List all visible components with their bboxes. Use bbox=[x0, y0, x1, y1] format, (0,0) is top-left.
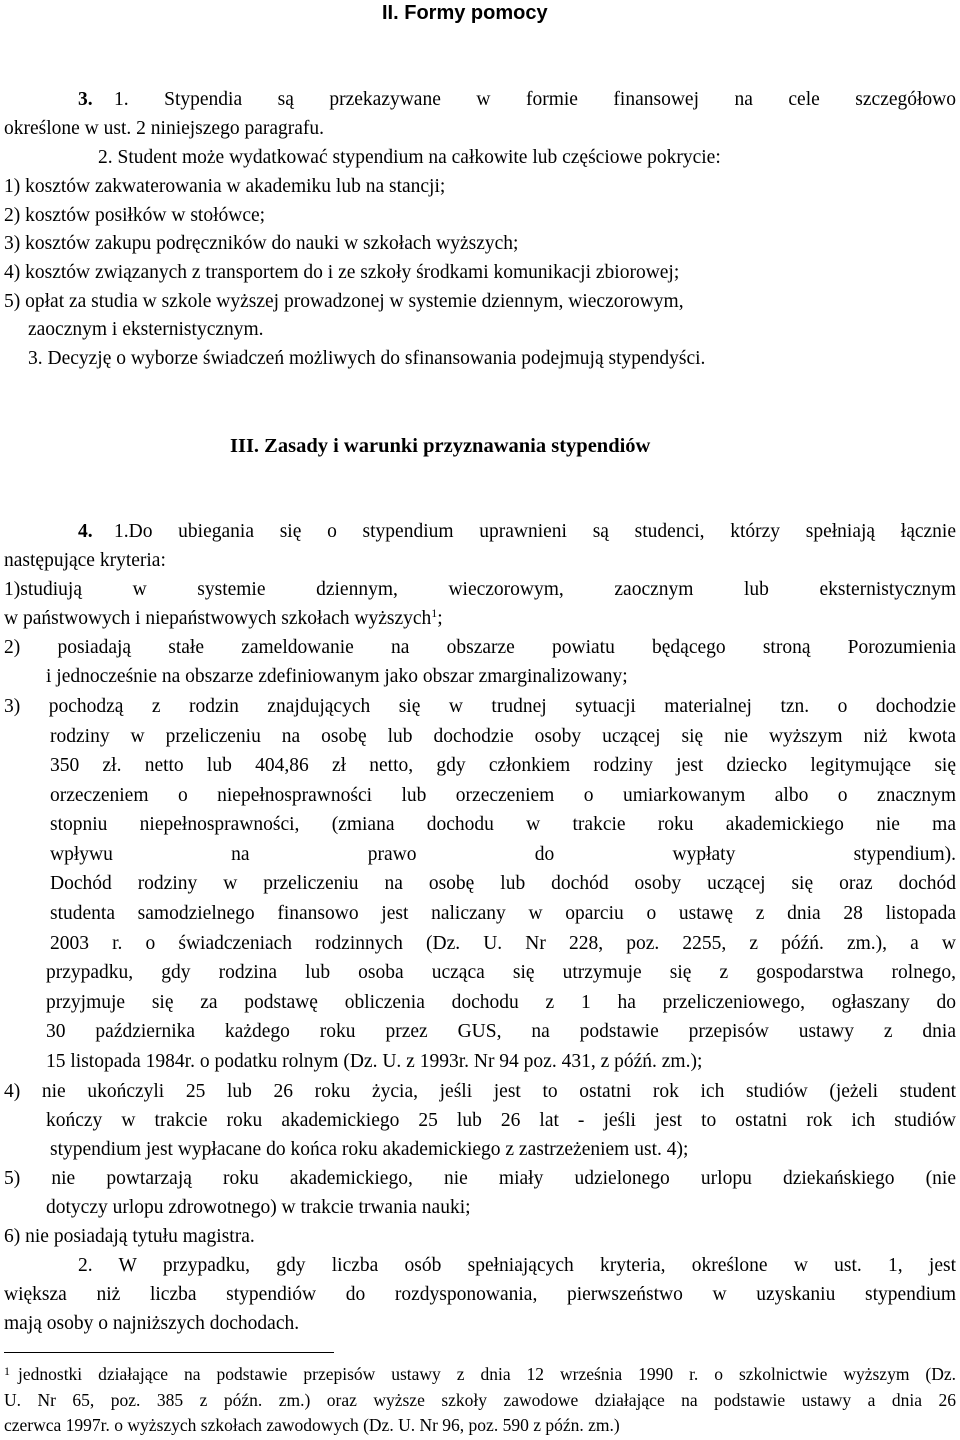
criterion-4-line: 4) nie ukończyli 25 lub 26 roku życia, jeśli jest to ostatni rok ich studiów (jeżeli student bbox=[4, 1081, 956, 1102]
criterion-1-end: ; bbox=[437, 608, 443, 629]
criterion-1-text: w państwowych i niepaństwowych szkołach wyższych bbox=[4, 608, 432, 629]
criterion-3-line: stopniu niepełnosprawności, (zmiana dochodu w trakcie roku akademickiego nie ma bbox=[50, 814, 956, 835]
criterion-5-line: dotyczy urlopu zdrowotnego) w trakcie trwania nauki; bbox=[46, 1197, 471, 1218]
footnote-line-2: U. Nr 65, poz. 385 z późn. zm.) oraz wyższe szkoły zawodowe działające na podstawie ustawy a dnia 26 bbox=[4, 1390, 956, 1410]
criterion-3-line: Dochód rodziny w przeliczeniu na osobę lub dochód osoby uczącej się oraz dochód bbox=[50, 873, 956, 894]
paragraph-3-1-text: 1. Stypendia są przekazywane w formie finansowej na cele szczegółowo bbox=[114, 89, 956, 110]
criterion-3-line: 2003 r. o świadczeniach rodzinnych (Dz. U. Nr 228, poz. 2255, z późń. zm.), a w bbox=[50, 933, 956, 954]
criterion-6: 6) nie posiadają tytułu magistra. bbox=[4, 1226, 255, 1247]
criterion-4-line: stypendium jest wypłacane do końca roku akademickiego z zastrzeżeniem ust. 4); bbox=[50, 1139, 689, 1160]
section-2-title: II. Formy pomocy bbox=[382, 2, 548, 24]
footnote-separator bbox=[4, 1352, 334, 1353]
criterion-3-line: 350 zł. netto lub 404,86 zł netto, gdy członkiem rodziny jest dziecko legitymujące się bbox=[50, 755, 956, 776]
document-page bbox=[4, 0, 956, 1440]
list-item: 2) kosztów posiłków w stołówce; bbox=[4, 205, 266, 226]
criterion-1-line-1: 1)studiują w systemie dziennym, wieczorowym, zaocznym lub eksternistycznym bbox=[4, 579, 956, 600]
paragraph-3-number: 3. bbox=[78, 89, 93, 110]
paragraph-4-number: 4. bbox=[78, 521, 93, 542]
criterion-3-line: 30 października każdego roku przez GUS, na podstawie przepisów ustawy z dnia bbox=[46, 1021, 956, 1042]
criterion-3-line: rodziny w przeliczeniu na osobę lub dochodzie osoby uczącej się nie wyższym niż kwota bbox=[50, 726, 956, 747]
paragraph-4-2-line: większa niż liczba stypendiów do rozdysponowania, pierwszeństwo w uzyskaniu stypendium bbox=[4, 1284, 956, 1305]
paragraph-3-3: 3. Decyzję o wyborze świadczeń możliwych do sfinansowania podejmują stypendyści. bbox=[28, 348, 706, 369]
list-item: 3) kosztów zakupu podręczników do nauki w szkołach wyższych; bbox=[4, 233, 519, 254]
paragraph-3-1-line-2: określone w ust. 2 niniejszego paragrafu. bbox=[4, 118, 325, 139]
list-item: zaocznym i eksternistycznym. bbox=[28, 319, 264, 340]
footnote-reference: 1 bbox=[431, 606, 438, 620]
criterion-2-line-1: 2) posiadają stałe zameldowanie na obszarze powiatu będącego stroną Porozumienia bbox=[4, 637, 956, 658]
paragraph-4-1-text: 1.Do ubiegania się o stypendium uprawnieni są studenci, którzy spełniają łącznie bbox=[114, 521, 956, 542]
section-3-title: III. Zasady i warunki przyznawania stypendiów bbox=[230, 435, 651, 457]
criterion-2-line-2: i jednocześnie na obszarze zdefiniowanym jako obszar zmarginalizowany; bbox=[46, 666, 628, 687]
criterion-3-line: studenta samodzielnego finansowo jest naliczany w oparciu o ustawę z dnia 28 listopada bbox=[50, 903, 956, 924]
paragraph-4-2-line: 2. W przypadku, gdy liczba osób spełniających kryteria, określone w ust. 1, jest bbox=[78, 1255, 956, 1276]
paragraph-3-1-line-1 bbox=[4, 90, 956, 110]
list-item: 1) kosztów zakwaterowania w akademiku lub na stancji; bbox=[4, 176, 446, 197]
list-item: 5) opłat za studia w szkole wyższej prowadzonej w systemie dziennym, wieczorowym, bbox=[4, 291, 684, 312]
criterion-3-line: orzeczeniem o niepełnosprawności lub orzeczeniem o umiarkowanym albo o znacznym bbox=[50, 785, 956, 806]
criterion-3-line: 15 listopada 1984r. o podatku rolnym (Dz. U. z 1993r. Nr 94 poz. 431, z późń. zm.); bbox=[46, 1051, 703, 1072]
criterion-3-line: przypadku, gdy rodzina lub osoba ucząca się utrzymuje się z gospodarstwa rolnego, bbox=[46, 962, 956, 983]
criterion-3-line: 3) pochodzą z rodzin znajdujących się w trudnej sytuacji materialnej tzn. o dochodzie bbox=[4, 696, 956, 717]
paragraph-4-2-line: mają osoby o najniższych dochodach. bbox=[4, 1313, 300, 1334]
criterion-1-line-2 bbox=[4, 606, 443, 629]
footnote-line-1: 1 jednostki działające na podstawie przepisów ustawy z dnia 12 września 1990 r. o szkolnictwie wyższym (Dz. bbox=[4, 1364, 956, 1384]
criterion-5-line: 5) nie powtarzają roku akademickiego, nie miały udzielonego urlopu dziekańskiego (nie bbox=[4, 1168, 956, 1189]
criterion-4-line: kończy w trakcie roku akademickiego 25 lub 26 lat - jeśli jest to ostatni rok ich studiów bbox=[46, 1110, 956, 1131]
paragraph-4-1-line-1 bbox=[4, 522, 956, 546]
list-item: 4) kosztów związanych z transportem do i ze szkoły środkami komunikacji zbiorowej; bbox=[4, 262, 680, 283]
footnote-text: jednostki działające na podstawie przepisów ustawy z dnia 12 września 1990 r. o szkolnictwie wyższym (Dz. bbox=[18, 1364, 956, 1384]
criterion-3-line: wpływu na prawo do wypłaty stypendium). bbox=[50, 844, 956, 865]
criterion-3-line: przyjmuje się za podstawę obliczenia dochodu z 1 ha przeliczeniowego, ogłaszany do bbox=[46, 992, 956, 1013]
paragraph-4-1-line-2: następujące kryteria: bbox=[4, 550, 166, 571]
paragraph-3-2-intro: 2. Student może wydatkować stypendium na całkowite lub częściowe pokrycie: bbox=[98, 147, 721, 168]
footnote-line-3: czerwca 1997r. o wyższych szkołach zawodowych (Dz. U. Nr 96, poz. 590 z późn. zm.) bbox=[4, 1415, 620, 1435]
